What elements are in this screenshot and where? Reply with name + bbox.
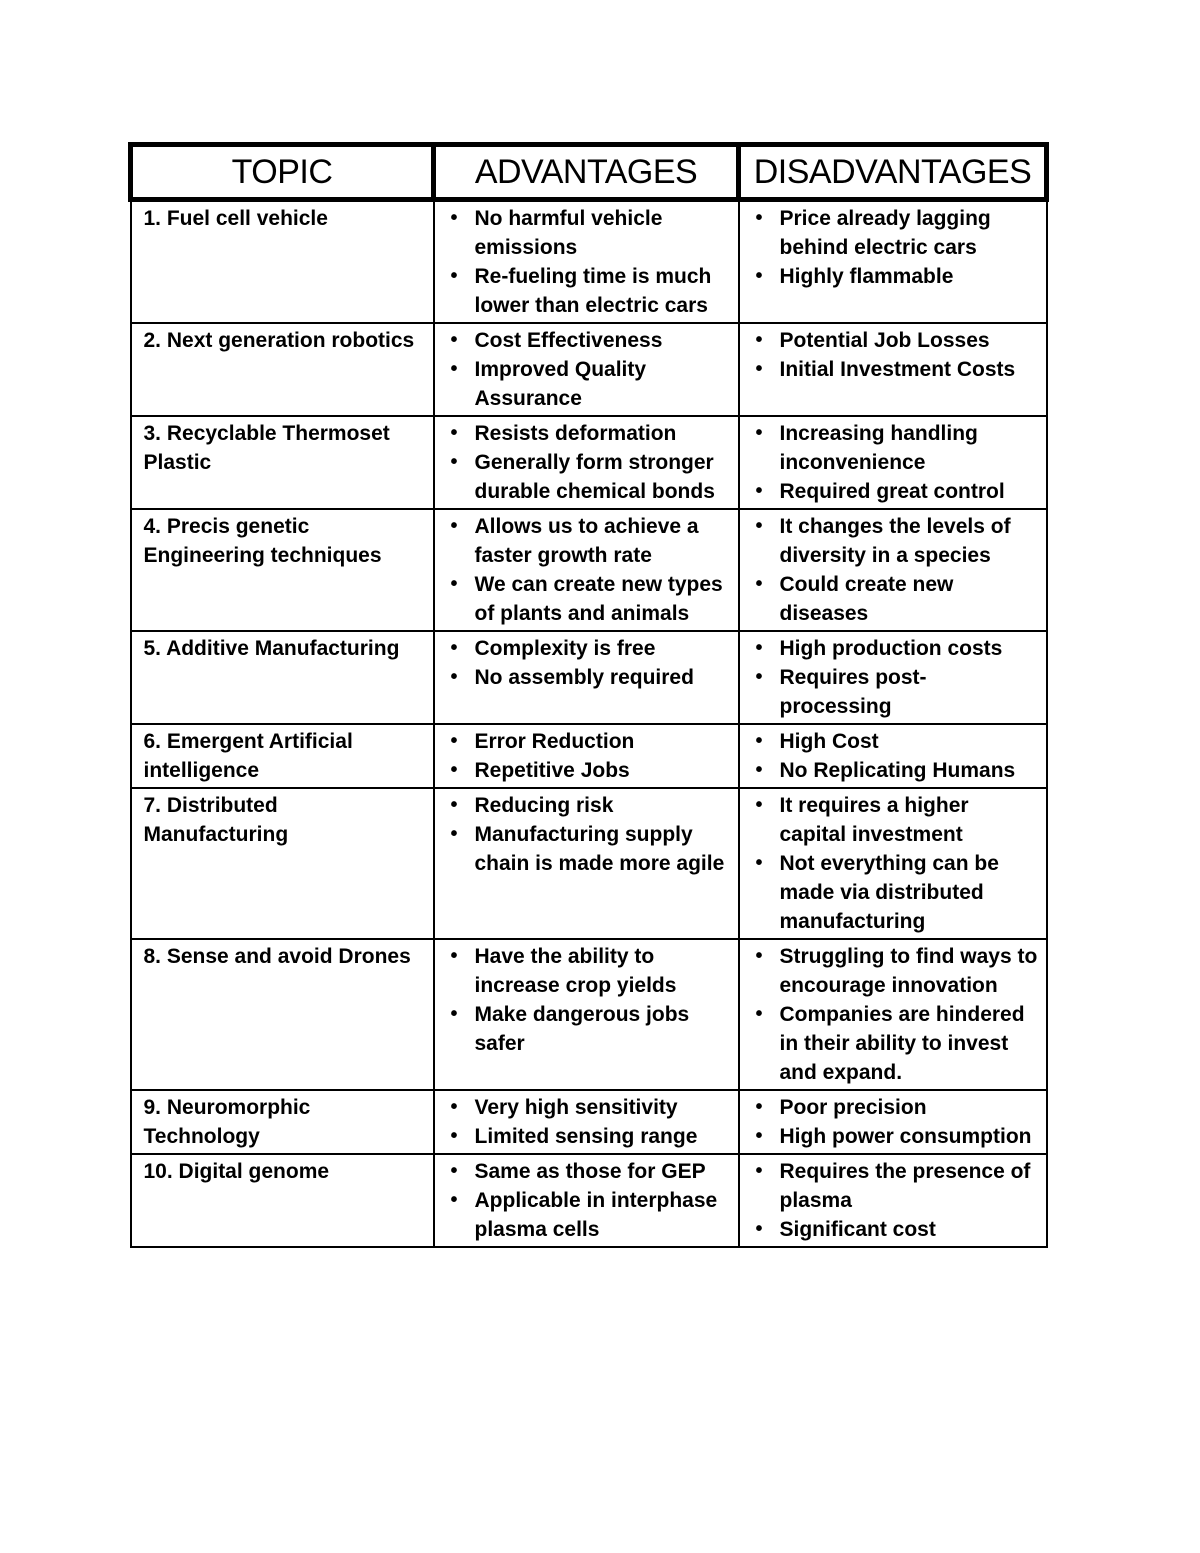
list-item-text: Increasing handling inconvenience — [779, 422, 978, 474]
list-item — [447, 1093, 730, 1122]
table-body — [131, 200, 1047, 1248]
topic-cell: 2. Next generation robotics — [131, 323, 434, 416]
advantages-list — [447, 204, 730, 320]
header-row — [131, 145, 1047, 200]
list-item-text: Same as those for GEP — [474, 1160, 706, 1183]
disadvantages-list — [752, 512, 1038, 628]
bullet-icon: • — [450, 329, 458, 351]
list-item-text: Repetitive Jobs — [474, 759, 630, 782]
list-item — [447, 570, 730, 628]
list-item-text: Cost Effectiveness — [474, 329, 663, 352]
list-item-text: Very high sensitivity — [474, 1096, 678, 1119]
disadvantages-cell — [739, 509, 1047, 631]
disadvantages-cell — [739, 724, 1047, 788]
list-item — [447, 1157, 730, 1186]
bullet-icon: • — [450, 666, 458, 688]
list-item-text: High production costs — [779, 637, 1003, 660]
bullet-icon: • — [450, 422, 458, 444]
bullet-icon: • — [755, 480, 763, 502]
list-item-text: No harmful vehicle emissions — [474, 207, 663, 259]
bullet-icon: • — [450, 637, 458, 659]
list-item-text: Significant cost — [779, 1218, 936, 1241]
list-item-text: Poor precision — [779, 1096, 927, 1119]
list-item-text: Could create new diseases — [779, 573, 954, 625]
list-item-text: Error Reduction — [474, 730, 635, 753]
bullet-icon: • — [755, 1160, 763, 1182]
disadvantages-list — [752, 942, 1038, 1087]
disadvantages-list — [752, 204, 1038, 291]
advantages-list — [447, 1157, 730, 1244]
list-item — [752, 1000, 1038, 1087]
list-item — [752, 326, 1038, 355]
list-item-text: Not everything can be made via distributed manufacturing — [779, 852, 999, 933]
advantages-list — [447, 791, 730, 878]
disadvantages-cell — [739, 416, 1047, 509]
list-item — [447, 1000, 730, 1058]
table-row — [131, 323, 1047, 416]
list-item — [447, 419, 730, 448]
list-item-text: Reducing risk — [474, 794, 614, 817]
bullet-icon: • — [755, 358, 763, 380]
topic-cell: 9. Neuromorphic Technology — [131, 1090, 434, 1154]
bullet-icon: • — [450, 823, 458, 845]
list-item-text: Potential Job Losses — [779, 329, 990, 352]
list-item-text: Improved Quality Assurance — [474, 358, 647, 410]
list-item — [447, 512, 730, 570]
bullet-icon: • — [450, 1189, 458, 1211]
list-item — [447, 820, 730, 878]
disadvantages-list — [752, 727, 1038, 785]
bullet-icon: • — [755, 207, 763, 229]
list-item-text: High power consumption — [779, 1125, 1032, 1148]
disadvantages-list — [752, 634, 1038, 721]
advantages-list — [447, 1093, 730, 1151]
table-row — [131, 631, 1047, 724]
list-item — [752, 1157, 1038, 1215]
list-item-text: Companies are hindered in their ability to invest and expand. — [779, 1003, 1025, 1084]
list-item — [752, 1093, 1038, 1122]
bullet-icon: • — [755, 422, 763, 444]
list-item-text: High Cost — [779, 730, 879, 753]
advantages-list — [447, 419, 730, 506]
list-item-text: Make dangerous jobs safer — [474, 1003, 690, 1055]
advantages-list — [447, 512, 730, 628]
bullet-icon: • — [755, 1125, 763, 1147]
list-item — [752, 634, 1038, 663]
list-item-text: Price already lagging behind electric cars — [779, 207, 991, 259]
bullet-icon: • — [755, 265, 763, 287]
advantages-cell — [434, 323, 739, 416]
list-item-text: Allows us to achieve a faster growth rate — [474, 515, 699, 567]
topic-cell: 5. Additive Manufacturing — [131, 631, 434, 724]
list-item — [752, 849, 1038, 936]
list-item — [752, 1122, 1038, 1151]
advantages-cell — [434, 416, 739, 509]
list-item-text: Struggling to find ways to encourage innovation — [779, 945, 1038, 997]
advantages-list — [447, 326, 730, 413]
list-item — [752, 756, 1038, 785]
list-item-text: Complexity is free — [474, 637, 656, 660]
bullet-icon: • — [450, 573, 458, 595]
topic-cell: 10. Digital genome — [131, 1154, 434, 1247]
advantages-list — [447, 942, 730, 1058]
bullet-icon: • — [450, 207, 458, 229]
bullet-icon: • — [755, 329, 763, 351]
bullet-icon: • — [450, 1003, 458, 1025]
list-item — [752, 355, 1038, 384]
list-item — [752, 477, 1038, 506]
bullet-icon: • — [755, 1003, 763, 1025]
list-item — [447, 663, 730, 692]
bullet-icon: • — [450, 1160, 458, 1182]
bullet-icon: • — [450, 759, 458, 781]
header-topic: TOPIC — [131, 145, 434, 200]
list-item-text: Limited sensing range — [474, 1125, 698, 1148]
topic-cell: 1. Fuel cell vehicle — [131, 200, 434, 324]
bullet-icon: • — [755, 794, 763, 816]
topic-cell: 7. Distributed Manufacturing — [131, 788, 434, 939]
bullet-icon: • — [450, 265, 458, 287]
disadvantages-list — [752, 791, 1038, 936]
bullet-icon: • — [450, 730, 458, 752]
list-item-text: Required great control — [779, 480, 1005, 503]
bullet-icon: • — [755, 730, 763, 752]
list-item — [447, 204, 730, 262]
table-row — [131, 1154, 1047, 1247]
advantages-cell — [434, 724, 739, 788]
list-item — [752, 262, 1038, 291]
list-item-text: No Replicating Humans — [779, 759, 1016, 782]
list-item — [447, 1186, 730, 1244]
disadvantages-list — [752, 1157, 1038, 1244]
topic-cell: 3. Recyclable Thermoset Plastic — [131, 416, 434, 509]
bullet-icon: • — [450, 945, 458, 967]
table-row — [131, 1090, 1047, 1154]
disadvantages-cell — [739, 788, 1047, 939]
list-item — [752, 942, 1038, 1000]
advantages-cell — [434, 1090, 739, 1154]
table-row — [131, 416, 1047, 509]
list-item-text: Requires the presence of plasma — [779, 1160, 1031, 1212]
topic-cell: 4. Precis genetic Engineering techniques — [131, 509, 434, 631]
bullet-icon: • — [755, 1218, 763, 1240]
bullet-icon: • — [450, 1096, 458, 1118]
list-item-text: Highly flammable — [779, 265, 954, 288]
header-disadvantages: DISADVANTAGES — [739, 145, 1047, 200]
bullet-icon: • — [755, 945, 763, 967]
bullet-icon: • — [450, 515, 458, 537]
advantages-cell — [434, 939, 739, 1090]
list-item — [752, 512, 1038, 570]
disadvantages-cell — [739, 939, 1047, 1090]
disadvantages-cell — [739, 323, 1047, 416]
disadvantages-list — [752, 1093, 1038, 1151]
list-item-text: Requires post-processing — [779, 666, 927, 718]
list-item-text: Resists deformation — [474, 422, 677, 445]
advantages-cell — [434, 509, 739, 631]
list-item — [447, 262, 730, 320]
bullet-icon: • — [450, 451, 458, 473]
bullet-icon: • — [755, 515, 763, 537]
bullet-icon: • — [450, 794, 458, 816]
topics-comparison-table — [128, 142, 1049, 1248]
topic-cell: 8. Sense and avoid Drones — [131, 939, 434, 1090]
disadvantages-cell — [739, 1154, 1047, 1247]
disadvantages-list — [752, 419, 1038, 506]
list-item — [447, 448, 730, 506]
advantages-cell — [434, 788, 739, 939]
list-item-text: Manufacturing supply chain is made more agile — [474, 823, 725, 875]
list-item — [447, 727, 730, 756]
disadvantages-cell — [739, 200, 1047, 324]
list-item — [752, 791, 1038, 849]
list-item-text: It changes the levels of diversity in a species — [779, 515, 1011, 567]
advantages-cell — [434, 1154, 739, 1247]
list-item-text: Have the ability to increase crop yields — [474, 945, 677, 997]
list-item — [752, 570, 1038, 628]
table-row — [131, 939, 1047, 1090]
list-item — [447, 1122, 730, 1151]
table-row — [131, 509, 1047, 631]
list-item-text: We can create new types of plants and animals — [474, 573, 723, 625]
table-row — [131, 788, 1047, 939]
bullet-icon: • — [755, 759, 763, 781]
list-item — [752, 1215, 1038, 1244]
disadvantages-cell — [739, 631, 1047, 724]
list-item-text: Initial Investment Costs — [779, 358, 1016, 381]
list-item-text: Re-fueling time is much lower than electric cars — [474, 265, 712, 317]
list-item — [752, 663, 1038, 721]
list-item — [447, 326, 730, 355]
list-item-text: Generally form stronger durable chemical bonds — [474, 451, 715, 503]
list-item-text: No assembly required — [474, 666, 694, 689]
list-item — [447, 942, 730, 1000]
bullet-icon: • — [755, 666, 763, 688]
list-item-text: It requires a higher capital investment — [779, 794, 969, 846]
bullet-icon: • — [755, 852, 763, 874]
bullet-icon: • — [755, 573, 763, 595]
bullet-icon: • — [450, 358, 458, 380]
disadvantages-cell — [739, 1090, 1047, 1154]
disadvantages-list — [752, 326, 1038, 384]
advantages-cell — [434, 200, 739, 324]
list-item — [752, 419, 1038, 477]
list-item — [752, 727, 1038, 756]
advantages-list — [447, 727, 730, 785]
advantages-cell — [434, 631, 739, 724]
list-item — [447, 355, 730, 413]
table-row — [131, 200, 1047, 324]
list-item — [447, 756, 730, 785]
topic-cell: 6. Emergent Artificial intelligence — [131, 724, 434, 788]
bullet-icon: • — [755, 1096, 763, 1118]
bullet-icon: • — [755, 637, 763, 659]
advantages-list — [447, 634, 730, 692]
table-row — [131, 724, 1047, 788]
bullet-icon: • — [450, 1125, 458, 1147]
list-item-text: Applicable in interphase plasma cells — [474, 1189, 718, 1241]
header-advantages: ADVANTAGES — [434, 145, 739, 200]
table-header — [131, 145, 1047, 200]
list-item — [752, 204, 1038, 262]
list-item — [447, 634, 730, 663]
list-item — [447, 791, 730, 820]
